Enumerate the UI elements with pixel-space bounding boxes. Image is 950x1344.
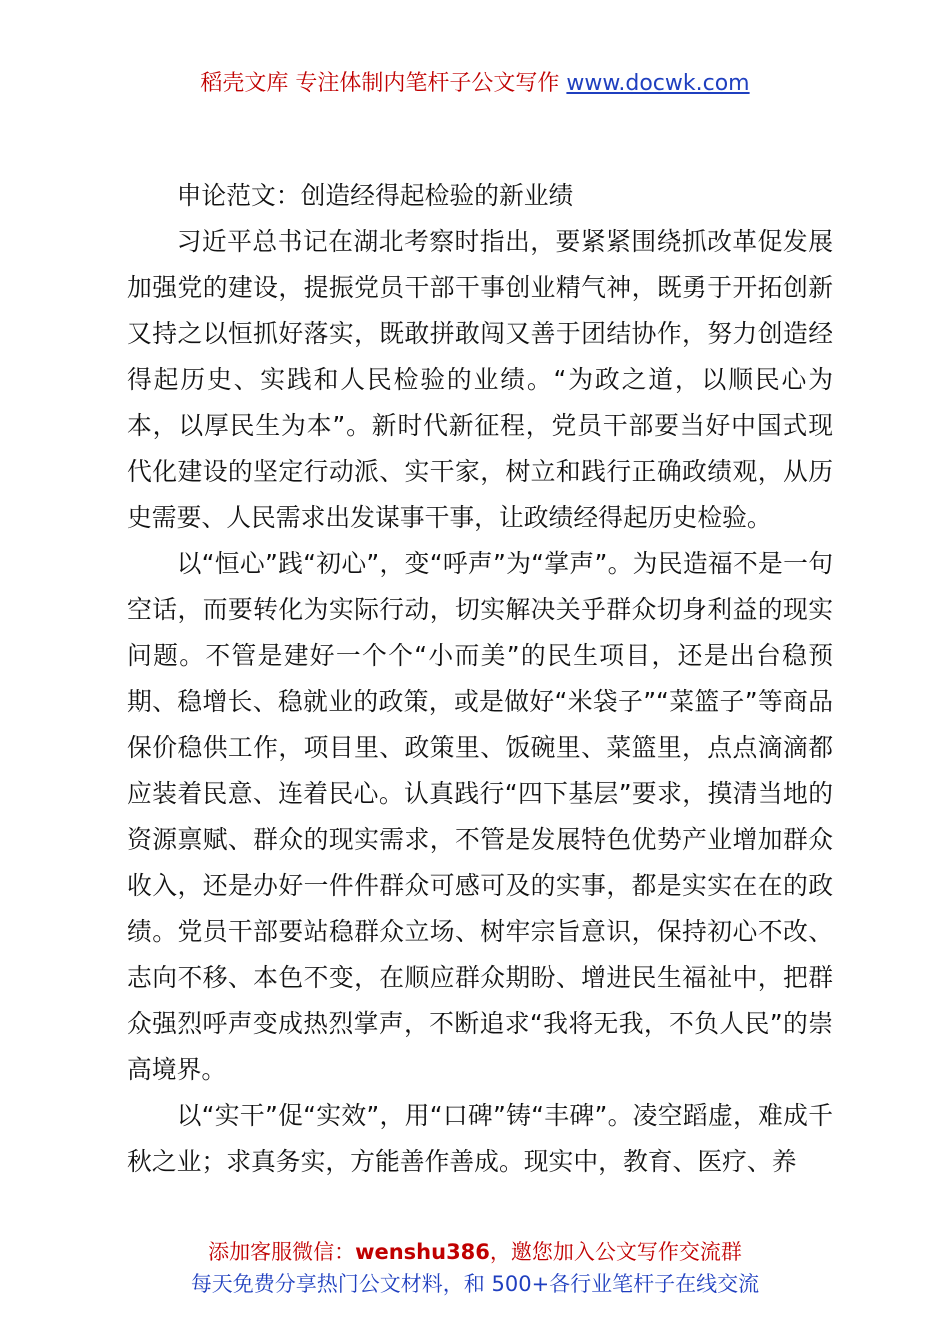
article-paragraph-3: 以“实干”促“实效”，用“口碑”铸“丰碑”。凌空蹈虚，难成千秋之业；求真务实，方能善作善成。现实中，教育、医疗、养 <box>127 1101 833 1176</box>
page-footer <box>0 1236 950 1300</box>
page-header <box>0 66 950 102</box>
article-paragraph-2: 以“恒心”践“初心”，变“呼声”为“掌声”。为民造福不是一句空话，而要转化为实际行动，切实解决关乎群众切身利益的现实问题。不管是建好一个个“小而美”的民生项目，还是出台稳预期、稳增长、稳就业的政策，或是做好“米袋子”“菜篮子”等商品保价稳供工作，项目里、政策里、饭碗里、菜篮里，点点滴滴都应装着民意、连着民心。认真践行“四下基层”要求，摸清当地的资源禀赋、群众的现实需求，不管是发展特色优势产业增加群众收入，还是办好一件件群众可感可及的实事，都是实实在在的政绩。党员干部要站稳群众立场、树牢宗旨意识，保持初心不改、志向不移、本色不变，在顺应群众期盼、增进民生福祉中，把群众强烈呼声变成热烈掌声，不断追求“我将无我，不负人民”的崇高境界。 <box>127 549 833 1084</box>
footer-wechat-suffix: ，邀您加入公文写作交流群 <box>489 1240 742 1264</box>
article-title: 申论范文：创造经得起检验的新业绩 <box>176 181 574 210</box>
footer-wechat-line <box>0 1236 950 1268</box>
header-brand-text: 稻壳文库 专注体制内笔杆子公文写作 <box>200 71 560 96</box>
article-paragraph-1: 习近平总书记在湖北考察时指出，要紧紧围绕抓改革促发展加强党的建设，提振党员干部干事创业精气神，既勇于开拓创新又持之以恒抓好落实，既敢拼敢闯又善于团结协作，努力创造经得起历史、实践和人民检验的业绩。“为政之道，以顺民心为本，以厚民生为本”。新时代新征程，党员干部要当好中国式现代化建设的坚定行动派、实干家，树立和践行正确政绩观，从历史需要、人民需求出发谋事干事，让政绩经得起历史检验。 <box>127 227 833 532</box>
article-body <box>127 173 833 1185</box>
footer-wechat-id: wenshu386 <box>355 1240 490 1264</box>
header-site-link[interactable]: www.docwk.com <box>566 71 750 96</box>
footer-wechat-prefix: 添加客服微信： <box>208 1240 356 1264</box>
footer-share-line: 每天免费分享热门公文材料，和 500+各行业笔杆子在线交流 <box>190 1272 760 1296</box>
